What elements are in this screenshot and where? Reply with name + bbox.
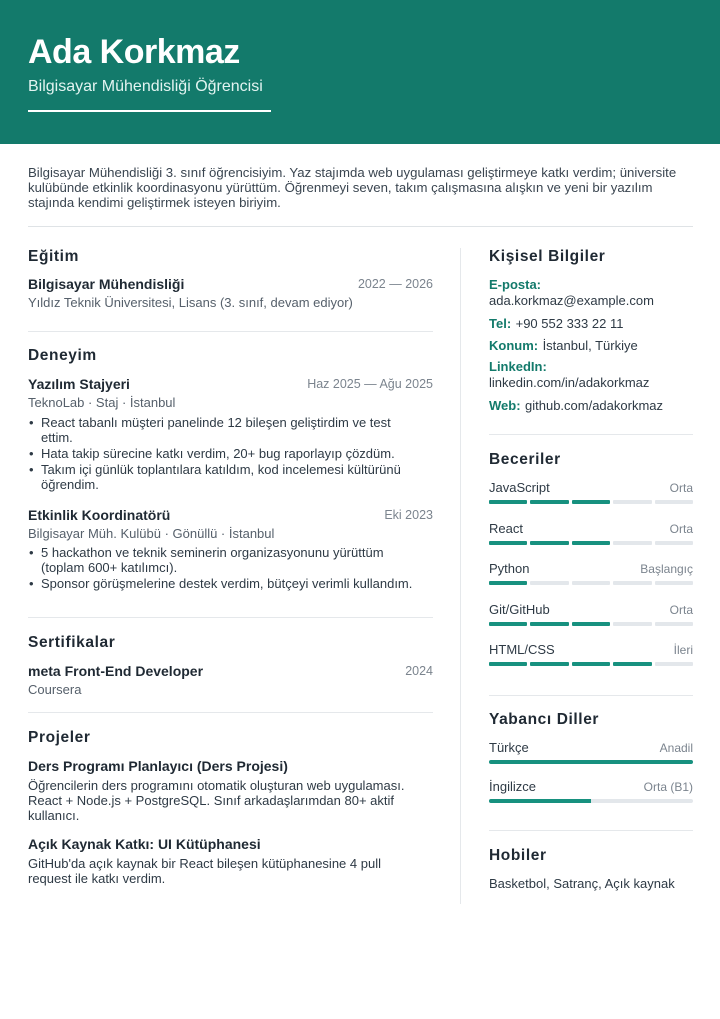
header-underline [28,110,271,112]
skill-level: Başlangıç [640,562,693,576]
personal-web [489,397,693,415]
experience-dates: Eki 2023 [384,508,433,522]
skill-segment-filled [572,622,610,626]
language-level-fill [489,760,693,764]
section-divider [489,434,693,435]
section-title-personal: Kişisel Bilgiler [489,248,606,265]
certificate-year: 2024 [405,664,433,678]
skill-segment-empty [655,541,693,545]
phone-value: +90 552 333 22 11 [515,316,624,331]
language-level-bar [489,760,693,764]
skill-segment-empty [572,581,610,585]
summary-divider [28,226,693,227]
certificate-issuer: Coursera [28,682,82,697]
experience-role: Yazılım Stajyeri [28,376,130,392]
personal-phone [489,315,693,333]
skill-segment-filled [530,500,568,504]
personal-location [489,337,693,355]
skill-segment-empty [613,500,651,504]
language-level: Orta (B1) [643,780,693,794]
section-title-skills: Beceriler [489,451,561,468]
language-level-bar [489,799,693,803]
section-title-projects: Projeler [28,729,91,746]
skill-segment-filled [530,662,568,666]
skill-level: Orta [669,521,693,536]
location-label: Konum: [489,338,539,353]
language-level-fill [489,799,591,803]
section-divider [489,830,693,831]
section-divider [28,617,433,618]
skill-segment-filled [489,662,527,666]
candidate-role: Bilgisayar Mühendisliği Öğrencisi [28,78,263,95]
project-description: GitHub'da açık kaynak bir React bileşen kütüphanesine 4 pull request ile katkı verdim. [28,856,381,886]
bullet-item: • React tabanlı müşteri panelinde 12 bileşen geliştirdim ve test ettim. [28,415,418,445]
personal-linkedin [489,359,693,390]
web-value: github.com/adakorkmaz [525,398,664,413]
bullet-item: • Takım içi günlük toplantılara katıldım, kod incelemesi kültürünü öğrendim. [28,462,418,492]
education-school: Yıldız Teknik Üniversitesi, Lisans (3. sınıf, devam ediyor) [28,295,353,310]
skill-segment-empty [613,581,651,585]
skill-name: JavaScript [489,480,550,495]
skill-segment-filled [613,662,651,666]
hobbies-text: Basketbol, Satranç, Açık kaynak [489,876,675,891]
language-name: İngilizce [489,779,536,794]
candidate-name: Ada Korkmaz [28,33,240,71]
skill-segment-filled [489,500,527,504]
email-value: ada.korkmaz@example.com [489,293,654,308]
skill-name: Python [489,561,530,576]
skill-name: HTML/CSS [489,642,555,657]
section-divider [28,331,433,332]
skill-name: React [489,520,523,536]
section-divider [489,695,693,696]
skill-segment-filled [489,541,527,545]
skill-segment-empty [655,662,693,666]
skill-level-bar [489,541,693,545]
section-title-education: Eğitim [28,248,79,265]
skill-level: İleri [673,643,693,657]
skill-level: Orta [669,602,693,617]
skill-segment-empty [655,622,693,626]
skill-segment-filled [572,500,610,504]
education-degree: Bilgisayar Mühendisliği [28,276,185,292]
project-entry [28,758,433,823]
experience-role: Etkinlik Koordinatörü [28,507,171,523]
project-description: Öğrencilerin ders programını otomatik oluşturan web uygulaması. React + Node.js + PostgreSQL. Sınıf arkadaşlarımdan 80+ aktif kullanıcı. [28,778,405,823]
experience-org: TeknoLab · Staj · İstanbul [28,395,176,410]
column-divider [460,248,461,904]
skill-level: Orta [669,481,693,495]
skill-segment-empty [613,622,651,626]
skill-name: Git/GitHub [489,601,550,617]
experience-bullets [28,545,428,592]
experience-bullets [28,415,418,493]
skill-segment-empty [655,581,693,585]
linkedin-label: LinkedIn: [489,359,547,374]
skill-segment-filled [572,541,610,545]
linkedin-value: linkedin.com/in/adakorkmaz [489,375,650,390]
experience-org: Bilgisayar Müh. Kulübü · Gönüllü · İstanbul [28,526,275,541]
phone-label: Tel: [489,316,512,331]
skill-segment-filled [489,581,527,585]
section-title-languages: Yabancı Diller [489,711,600,728]
bullet-item: • Hata takip sürecine katkı verdim, 20+ bug raporlayıp çözdüm. [28,446,418,461]
section-title-hobbies: Hobiler [489,847,547,864]
summary-text: Bilgisayar Mühendisliği 3. sınıf öğrencisiyim. Yaz stajımda web uygulaması geliştirmeye katkı verdim; üniversite kulübünde etkinlik koordinasyonu yürüttüm. Öğrenmeyi seven, takım çalışmasına alışkın ve yeni bir yazılım stajında kendimi geliştirmek isteyen biriyim. [28,165,677,210]
language-name: Türkçe [489,740,529,755]
project-entry [28,836,433,886]
experience-dates: Haz 2025 — Ağu 2025 [307,377,433,391]
project-name: Ders Programı Planlayıcı (Ders Projesi) [28,758,288,774]
certificate-name: meta Front-End Developer [28,663,204,679]
skill-segment-filled [530,541,568,545]
skill-segment-empty [655,500,693,504]
skill-segment-filled [572,662,610,666]
section-title-experience: Deneyim [28,347,97,364]
language-level: Anadil [659,741,693,755]
web-label: Web: [489,398,521,413]
project-name: Açık Kaynak Katkı: UI Kütüphanesi [28,836,261,852]
skill-level-bar [489,500,693,504]
section-divider [28,712,433,713]
location-value: İstanbul, Türkiye [542,338,638,353]
skill-level-bar [489,662,693,666]
education-dates: 2022 — 2026 [357,277,433,291]
skill-level-bar [489,581,693,585]
skill-segment-filled [489,622,527,626]
bullet-item: • Sponsor görüşmelerine destek verdim, bütçeyi verimli kullandım. [28,576,428,591]
bullet-item: • 5 hackathon ve teknik seminerin organizasyonunu yürüttüm (toplam 600+ katılımcı). [28,545,428,575]
section-title-certificates: Sertifikalar [28,634,116,651]
personal-email [489,277,693,308]
skill-segment-filled [530,622,568,626]
skill-level-bar [489,622,693,626]
email-label: E-posta: [489,277,541,292]
header-banner [0,0,720,144]
skill-segment-empty [613,541,651,545]
skill-segment-empty [530,581,568,585]
